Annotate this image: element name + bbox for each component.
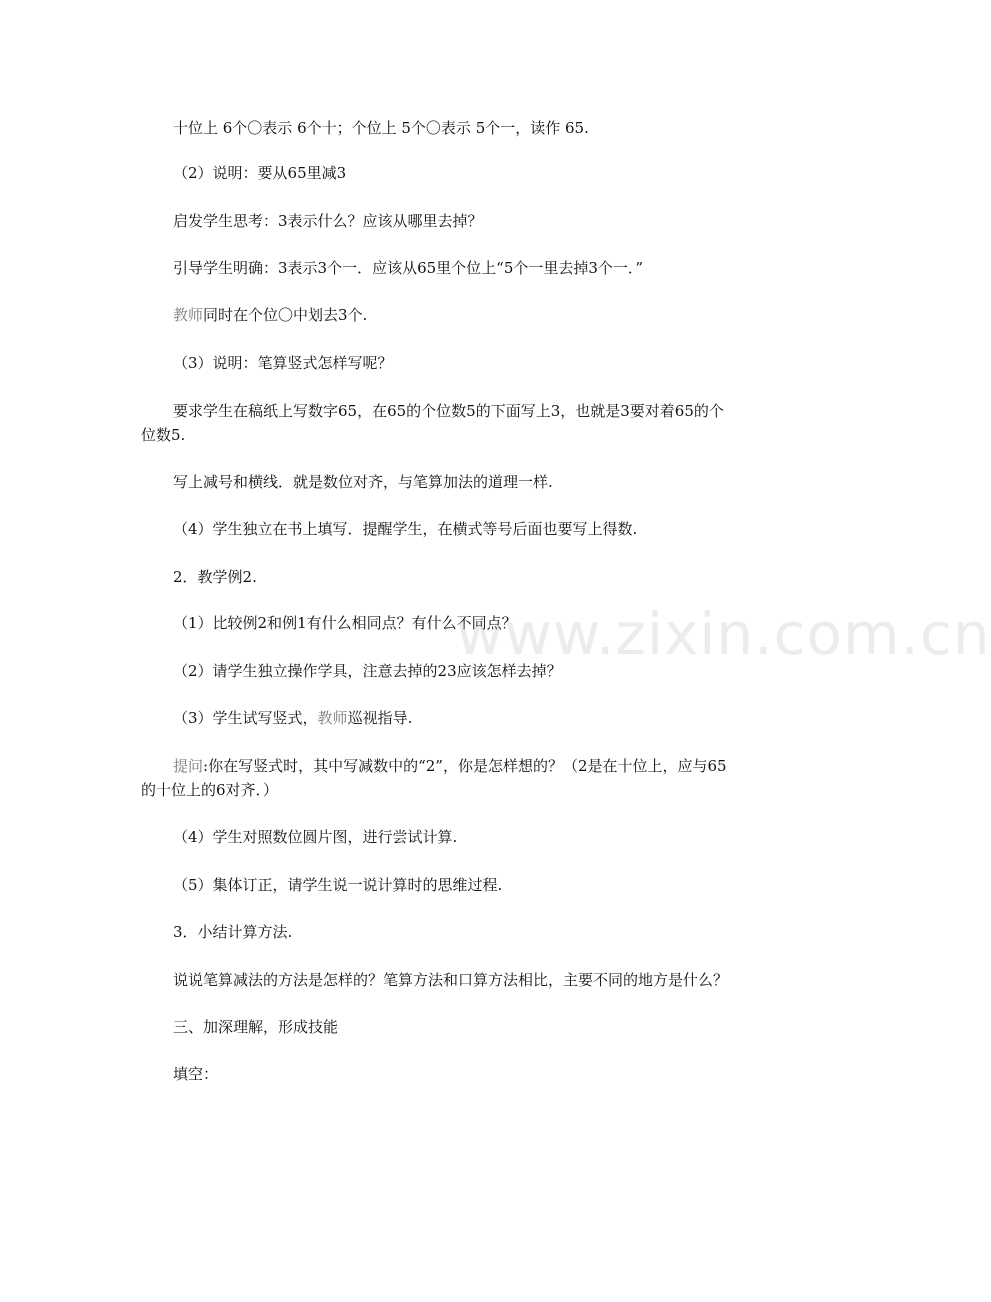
line-text: 巡视指导. xyxy=(347,709,413,727)
paragraph-line xyxy=(173,1017,338,1037)
line-text: 位数5. xyxy=(141,426,186,444)
line-text: 说说笔算减法的方法是怎样的？笔算方法和口算方法相比，主要不同的地方是什么？ xyxy=(173,971,729,989)
paragraph-line xyxy=(173,875,502,895)
paragraph-line xyxy=(173,922,292,942)
line-text: （5）集体订正，请学生说一说计算时的思维过程. xyxy=(173,876,503,894)
paragraph-line xyxy=(141,425,185,445)
line-text: 十位上 6个〇表示 6个十；个位上 5个〇表示 5个一，读作 65. xyxy=(173,119,589,137)
line-text: （3）说明：笔算竖式怎样写呢？ xyxy=(173,354,393,372)
line-text: 要求学生在稿纸上写数字65，在65的个位数5的下面写上3，也就是3要对着65的个 xyxy=(173,402,724,420)
line-text: 引导学生明确：3表示3个一．应该从65里个位上“5个一里去掉3个一．” xyxy=(173,259,644,277)
paragraph-line xyxy=(173,1064,218,1084)
line-text: （1）比较例2和例1有什么相同点？有什么不同点？ xyxy=(173,614,517,632)
line-text: （2）请学生独立操作学具，注意去掉的23应该怎样去掉？ xyxy=(173,662,562,680)
paragraph-line xyxy=(173,519,637,539)
colon: : xyxy=(203,757,209,775)
paragraph-line xyxy=(173,118,589,138)
line-text: 填空： xyxy=(173,1065,219,1083)
paragraph-line xyxy=(173,472,553,492)
line-text: （3）学生试写竖式， xyxy=(173,709,318,727)
paragraph-line xyxy=(141,780,278,800)
line-text: （4）学生对照数位圆片图，进行尝试计算. xyxy=(173,828,458,846)
question-link[interactable]: 提问 xyxy=(173,757,204,775)
teacher-link[interactable]: 教师 xyxy=(317,709,348,727)
paragraph-line xyxy=(173,211,483,231)
paragraph-line xyxy=(173,567,257,587)
line-text: 启发学生思考：3表示什么？应该从哪里去掉？ xyxy=(173,212,483,230)
line-text: 你在写竖式时，其中写减数中的“2”，你是怎样想的？（2是在十位上，应与65 xyxy=(208,757,727,775)
line-text: 三、加深理解，形成技能 xyxy=(173,1018,339,1036)
line-text: 3．小结计算方法. xyxy=(173,923,293,941)
watermark: www.zixin.com.cn xyxy=(456,600,991,668)
paragraph-line xyxy=(173,401,724,421)
line-text: 2．教学例2. xyxy=(173,568,257,586)
line-text: 的十位上的6对齐．） xyxy=(141,781,279,799)
paragraph-line xyxy=(173,163,346,183)
line-text: 同时在个位〇中划去3个. xyxy=(203,306,368,324)
paragraph-line xyxy=(173,970,728,990)
paragraph-line xyxy=(173,756,727,776)
paragraph-line xyxy=(173,708,412,728)
paragraph-line xyxy=(173,353,393,373)
paragraph-line xyxy=(173,827,457,847)
line-text: 写上减号和横线．就是数位对齐，与笔算加法的道理一样. xyxy=(173,473,553,491)
line-text: （2）说明：要从65里减3 xyxy=(173,164,347,182)
paragraph-line xyxy=(173,305,367,325)
line-text: （4）学生独立在书上填写．提醒学生，在横式等号后面也要写上得数. xyxy=(173,520,638,538)
paragraph-line xyxy=(173,258,643,278)
teacher-link[interactable]: 教师 xyxy=(173,306,204,324)
